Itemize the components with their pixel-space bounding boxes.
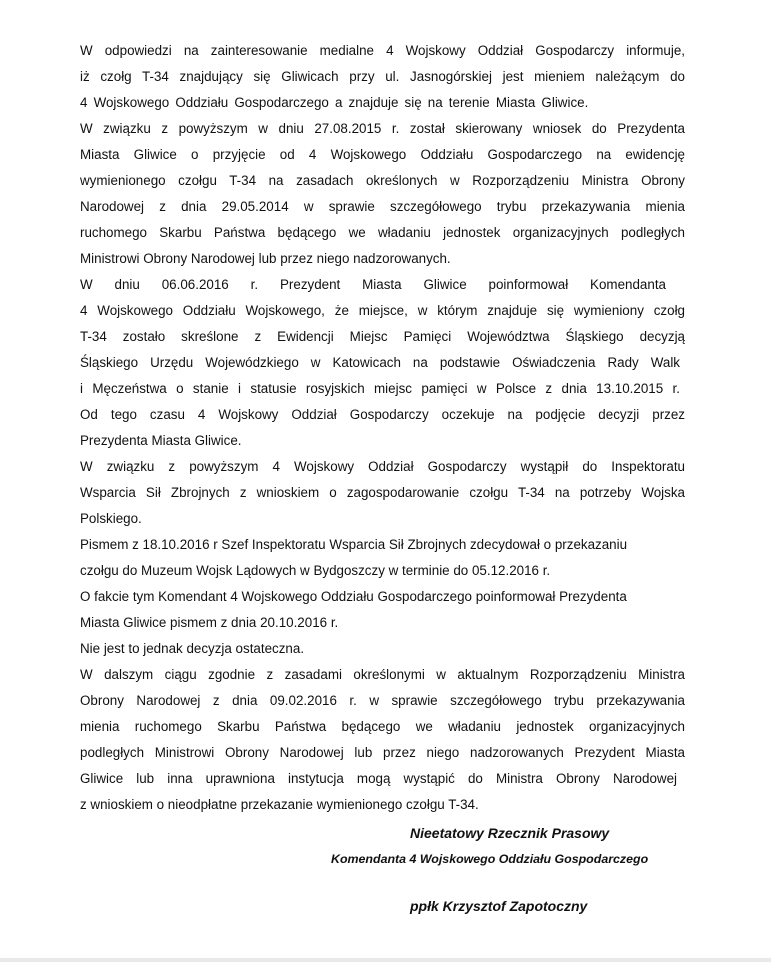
body-line: Wsparcia Sił Zbrojnych z wnioskiem o zagospodarowanie czołgu T-34 na potrzeby Wojska xyxy=(80,485,685,500)
body-line: podległych Ministrowi Obrony Narodowej lub przez niego nadzorowanych Prezydent Miasta xyxy=(80,745,685,760)
page-bottom-edge xyxy=(0,958,771,962)
body-line: O fakcie tym Komendant 4 Wojskowego Oddziału Gospodarczego poinformował Prezydenta xyxy=(80,589,627,604)
body-line: wymienionego czołgu T-34 na zasadach określonych w Rozporządzeniu Ministra Obrony xyxy=(80,173,685,188)
body-line: W związku z powyższym 4 Wojskowy Oddział Gospodarczy wystąpił do Inspektoratu xyxy=(80,459,685,474)
body-line: czołgu do Muzeum Wojsk Lądowych w Bydgoszczy w terminie do 05.12.2016 r. xyxy=(80,563,551,578)
body-line: 4 Wojskowego Oddziału Gospodarczego a znajduje się na terenie Miasta Gliwice. xyxy=(80,95,589,110)
body-line: 4 Wojskowego Oddziału Wojskowego, że miejsce, w którym znajduje się wymieniony czołg xyxy=(80,303,685,318)
body-line: i Męczeństwa o stanie i statusie rosyjskich miejsc pamięci w Polsce z dnia 13.10.2015 r. xyxy=(80,381,680,396)
body-line: Narodowej z dnia 29.05.2014 w sprawie szczegółowego trybu przekazywania mienia xyxy=(80,199,685,214)
body-line: T-34 zostało skreślone z Ewidencji Miejsc Pamięci Województwa Śląskiego decyzją xyxy=(80,329,685,344)
signature-name: ppłk Krzysztof Zapotoczny xyxy=(410,898,588,914)
body-line: Gliwice lub inna uprawniona instytucja mogą wystąpić do Ministra Obrony Narodowej xyxy=(80,771,677,786)
body-line: Śląskiego Urzędu Wojewódzkiego w Katowicach na podstawie Oświadczenia Rady Walk xyxy=(80,355,680,370)
body-line: W odpowiedzi na zainteresowanie medialne 4 Wojskowy Oddział Gospodarczy informuje, xyxy=(80,43,685,58)
body-line: mienia ruchomego Skarbu Państwa będącego we władaniu jednostek organizacyjnych xyxy=(80,719,685,734)
body-line: Od tego czasu 4 Wojskowy Oddział Gospodarczy oczekuje na podjęcie decyzji przez xyxy=(80,407,685,422)
body-line: Nie jest to jednak decyzja ostateczna. xyxy=(80,641,305,656)
signature-title: Nieetatowy Rzecznik Prasowy xyxy=(410,825,610,841)
body-line: Prezydenta Miasta Gliwice. xyxy=(80,433,242,448)
body-line: Pismem z 18.10.2016 r Szef Inspektoratu Wsparcia Sił Zbrojnych zdecydował o przekazaniu xyxy=(80,537,628,552)
body-line: Miasta Gliwice o przyjęcie od 4 Wojskowego Oddziału Gospodarczego na ewidencję xyxy=(80,147,685,162)
body-line: W dalszym ciągu zgodnie z zasadami określonymi w aktualnym Rozporządzeniu Ministra xyxy=(80,667,685,682)
body-line: z wnioskiem o nieodpłatne przekazanie wymienionego czołgu T-34. xyxy=(80,797,479,812)
body-line: W dniu 06.06.2016 r. Prezydent Miasta Gliwice poinformował Komendanta xyxy=(80,277,666,292)
body-line: Miasta Gliwice pismem z dnia 20.10.2016 r. xyxy=(80,615,339,630)
body-line: ruchomego Skarbu Państwa będącego we władaniu jednostek organizacyjnych podległych xyxy=(80,225,685,240)
body-line: Obrony Narodowej z dnia 09.02.2016 r. w sprawie szczegółowego trybu przekazywania xyxy=(80,693,685,708)
body-line: Polskiego. xyxy=(80,511,142,526)
body-line: iż czołg T-34 znajdujący się Gliwicach przy ul. Jasnogórskiej jest mieniem należącym do xyxy=(80,69,685,84)
body-line: W związku z powyższym w dniu 27.08.2015 r. został skierowany wniosek do Prezydenta xyxy=(80,121,685,136)
signature-subtitle: Komendanta 4 Wojskowego Oddziału Gospodarczego xyxy=(331,852,649,866)
body-line: Ministrowi Obrony Narodowej lub przez niego nadzorowanych. xyxy=(80,251,451,266)
